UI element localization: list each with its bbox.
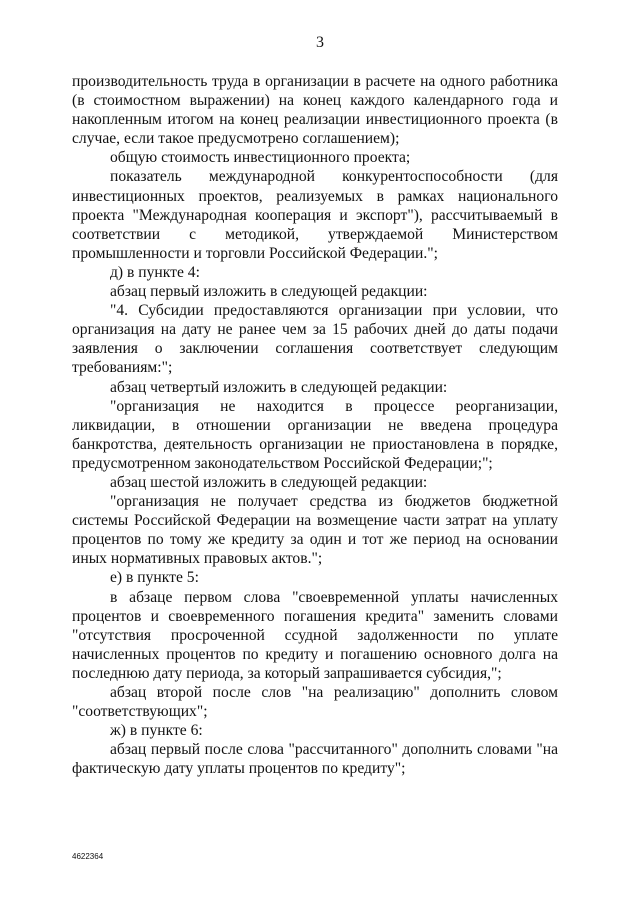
paragraph-item-e: е) в пункте 5:: [110, 569, 199, 587]
paragraph-productivity: производительность труда в организации в расчете на одного работника (в стоимостном выражении) на конец каждого календарного года и накопленным итогом на конец реализации инвестиционного проекта (в случае, если такое предусмотрено соглашением);: [72, 73, 558, 148]
paragraph-first-abzac: абзац первый изложить в следующей редакции:: [110, 283, 428, 301]
paragraph-calculated: абзац первый после слова "рассчитанного" дополнить словами "на фактическую дату уплаты процентов по кредиту";: [72, 741, 558, 778]
page-number: 3: [316, 34, 324, 51]
paragraph-sixth-abzac: абзац шестой изложить в следующей редакции:: [110, 473, 428, 491]
paragraph-clause-4: "4. Субсидии предоставляются организации при условии, что организация на дату не ранее чем за 15 рабочих дней до даты подачи заявления о заключении соглашения соответствует следующим требованиям:";: [72, 302, 558, 377]
paragraph-fourth-abzac: абзац четвертый изложить в следующей редакции:: [110, 378, 448, 396]
paragraph-total-cost: общую стоимость инвестиционного проекта;: [110, 149, 411, 167]
paragraph-second-abzac: абзац второй после слов "на реализацию" дополнить словом "соответствующих";: [72, 684, 558, 721]
paragraph-item-d: д) в пункте 4:: [110, 263, 200, 281]
paragraph-replace-words: в абзаце первом слова "своевременной уплаты начисленных процентов и своевременного погашения кредита" заменить словами "отсутствия просроченной ссудной задолженности по уплате начисленных процентов по кредиту и погашению основного долга на последнюю дату периода, за который запрашивается субсидия,";: [72, 588, 558, 682]
paragraph-no-budget-funds: "организация не получает средства из бюджетов бюджетной системы Российской Федерации на возмещение части затрат на уплату процентов по тому же кредиту за один и тот же период на основании иных нормативных правовых актов.";: [72, 493, 558, 568]
document-body: [72, 72, 558, 778]
paragraph-not-reorganized: "организация не находится в процессе реорганизации, ликвидации, в отношении организации не введена процедура банкротства, деятельность организации не приостановлена в порядке, предусмотренном законодательством Российской Федерации;";: [72, 397, 558, 472]
paragraph-item-zh: ж) в пункте 6:: [110, 722, 203, 740]
paragraph-competitiveness: показатель международной конкурентоспособности (для инвестиционных проектов, реализуемых в рамках национального проекта "Международная кооперация и экспорт"), рассчитываемый в соответствии с методикой, утверждаемой Министерством промышленности и торговли Российской Федерации.";: [72, 168, 558, 262]
document-id: 4622364: [72, 852, 104, 861]
